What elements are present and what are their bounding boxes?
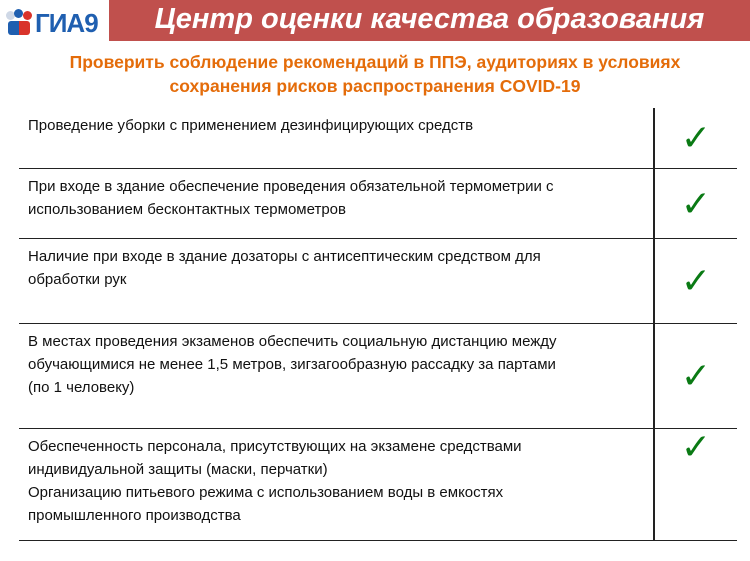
- table-row: [19, 238, 737, 323]
- subtitle: Проверить соблюдение рекомендаций в ППЭ, аудиториях в условиях сохранения рисков распространения COVID-19: [69, 52, 681, 96]
- requirement-text: [19, 323, 654, 428]
- logo-text: ГИА9: [35, 7, 98, 38]
- checkmark-icon: ✓: [654, 238, 737, 323]
- requirement-text: [19, 238, 654, 323]
- requirement-line: промышленного производства: [28, 506, 241, 524]
- checkmark-icon: ✓: [654, 108, 737, 168]
- table-row: [19, 323, 737, 428]
- requirement-line: Проведение уборки с применением дезинфицирующих средств: [28, 117, 474, 134]
- page-title: Центр оценки качества образования: [154, 3, 705, 35]
- requirement-text: [19, 108, 654, 168]
- checkmark-icon: ✓: [654, 428, 737, 540]
- requirement-text: [19, 428, 654, 540]
- requirement-line: Организацию питьевого режима с использованием воды в емкостях: [28, 483, 504, 501]
- checkmark-icon: ✓: [654, 168, 737, 238]
- requirement-line: обучающимися не менее 1,5 метров, зигзагообразную рассадку за партами: [28, 355, 556, 373]
- requirement-line: (по 1 человеку): [28, 378, 135, 396]
- requirement-line: В местах проведения экзаменов обеспечить социальную дистанцию между: [28, 332, 557, 350]
- requirement-line: Наличие при входе в здание дозаторы с антисептическим средством для: [28, 247, 541, 265]
- gia9-logo: [4, 8, 98, 38]
- checklist-table: [19, 108, 737, 541]
- requirement-line: индивидуальной защиты (маски, перчатки): [28, 460, 328, 478]
- requirement-text: [19, 168, 654, 238]
- requirement-line: При входе в здание обеспечение проведения обязательной термометрии с: [28, 177, 554, 195]
- header-banner: [109, 0, 750, 41]
- requirement-line: обработки рук: [28, 270, 127, 288]
- requirement-line: использованием бесконтактных термометров: [28, 200, 346, 218]
- logo-people-icon: [4, 9, 34, 37]
- table-row: [19, 168, 737, 238]
- table-row: [19, 108, 737, 168]
- checkmark-icon: ✓: [654, 323, 737, 428]
- requirement-line: Обеспеченность персонала, присутствующих на экзамене средствами: [28, 437, 522, 455]
- table-row: [19, 428, 737, 540]
